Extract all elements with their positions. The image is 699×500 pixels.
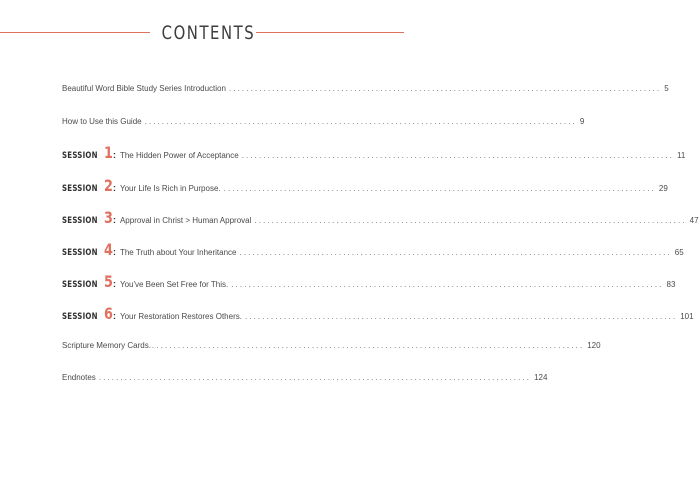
toc-entry-endnotes[interactable] (62, 369, 548, 387)
session-number: 1 (103, 143, 113, 162)
session-number: 5 (103, 272, 113, 291)
toc-entry-session-4[interactable] (62, 240, 684, 259)
session-label: SESSION (62, 184, 98, 194)
session-label: SESSION (62, 248, 98, 258)
session-number: 6 (103, 304, 113, 323)
toc-page-number: 124 (534, 373, 548, 382)
session-colon: : (112, 150, 116, 160)
leader-dots: .................................................................................................... (244, 312, 678, 321)
session-colon: : (112, 183, 116, 193)
leader-dots: .................................................................................................... (144, 117, 577, 126)
toc-entry-label: The Truth about Your Inheritance (119, 248, 237, 257)
header-rule-left (0, 32, 150, 33)
session-label: SESSION (62, 280, 98, 290)
toc-page-number: 29 (658, 184, 668, 193)
toc-page-number: 47 (689, 216, 699, 225)
session-label: SESSION (62, 151, 98, 161)
toc-entry-session-5[interactable] (62, 272, 676, 291)
leader-dots: .................................................................................................... (254, 216, 687, 225)
toc-page-number: 5 (664, 84, 669, 93)
leader-dots: .................................................................................................... (223, 184, 656, 193)
toc-page-number: 11 (676, 151, 686, 160)
leader-dots: .................................................................................................... (151, 341, 585, 350)
toc-entry-label: Your Restoration Restores Others. (119, 312, 242, 321)
session-colon: : (112, 215, 116, 225)
session-label: SESSION (62, 312, 98, 322)
leader-dots: .................................................................................................... (228, 84, 662, 93)
toc-page-number: 65 (674, 248, 684, 257)
toc-page-number: 101 (680, 312, 694, 321)
toc-entry-label: Approval in Christ > Human Approval (119, 216, 252, 225)
contents-header (0, 21, 404, 45)
session-number: 2 (103, 176, 113, 195)
session-colon: : (112, 279, 116, 289)
session-colon: : (112, 247, 116, 257)
toc-entry-session-2[interactable] (62, 176, 668, 195)
toc-entry-label: Scripture Memory Cards. (62, 341, 151, 350)
leader-dots: .................................................................................................... (231, 280, 664, 289)
toc-entry-introduction[interactable] (62, 80, 669, 98)
toc-entry-session-1[interactable] (62, 143, 686, 162)
toc-entry-label: Endnotes (62, 373, 96, 382)
toc-entry-label: The Hidden Power of Acceptance (119, 151, 239, 160)
toc-page-number: 83 (666, 280, 676, 289)
toc-entry-label: How to Use this Guide (62, 117, 142, 126)
header-rule-right (256, 32, 404, 33)
session-number: 4 (103, 240, 113, 259)
session-label: SESSION (62, 216, 98, 226)
toc-entry-session-6[interactable] (62, 304, 694, 323)
toc-page-number: 120 (587, 341, 601, 350)
toc-entry-label: You've Been Set Free for This. (119, 280, 229, 289)
toc-page-number: 9 (579, 117, 585, 126)
leader-dots: .................................................................................................... (98, 373, 532, 382)
session-colon: : (112, 311, 116, 321)
toc-entry-scripture-memory-cards[interactable] (62, 337, 601, 355)
toc-entry-session-3[interactable] (62, 208, 699, 227)
leader-dots: .................................................................................................... (241, 151, 674, 160)
toc-entry-label: Beautiful Word Bible Study Series Introduction (62, 84, 226, 93)
toc-entry-label: Your Life Is Rich in Purpose. (119, 184, 221, 193)
leader-dots: .................................................................................................... (239, 248, 672, 257)
toc-entry-how-to-use[interactable] (62, 113, 585, 131)
session-number: 3 (103, 208, 113, 227)
page-title: CONTENTS (161, 22, 256, 44)
